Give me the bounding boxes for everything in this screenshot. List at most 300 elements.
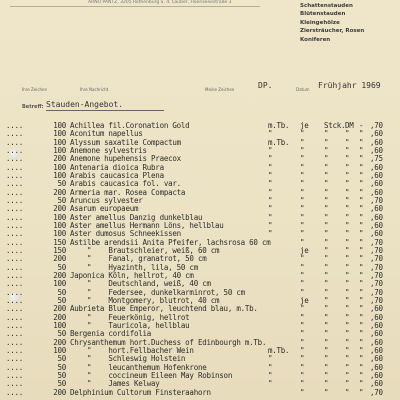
item-c2: " [345, 370, 350, 380]
item-attr2: " [300, 379, 305, 389]
item-name: Asarum europaeum [70, 204, 139, 214]
item-price: ,60 [370, 370, 383, 380]
item-c1: " [324, 187, 329, 197]
item-dots: .... [6, 295, 24, 305]
item-c1: " [324, 229, 329, 239]
service-item: Koniferen [300, 36, 331, 43]
item-qty: 100 [53, 121, 66, 130]
item-name: Delphinium Cultorum Finsteraahorn [70, 387, 211, 397]
item-c2: " [345, 295, 350, 305]
item-name: Anemone hupehensis Praecox [70, 154, 181, 164]
item-attr: " [268, 212, 273, 222]
item-attr: " [268, 362, 273, 372]
item-name: " Tauricola, hellblau [70, 320, 190, 330]
item-dots: .... [6, 254, 24, 264]
item-dots: .... [6, 245, 24, 255]
item-price: ,60 [370, 179, 383, 189]
item-c3: " [359, 337, 364, 347]
item-c2: " [345, 237, 350, 247]
item-qty: 100 [53, 229, 66, 239]
item-c3: " [359, 312, 364, 322]
item-attr: m.Tb. [268, 137, 290, 147]
item-price: ,60 [370, 204, 383, 214]
item-price: ,60 [370, 212, 383, 222]
item-price: ,70 [370, 270, 383, 280]
item-c3: " [359, 220, 364, 230]
item-qty: 50 [57, 354, 66, 364]
item-name: " Federsee, dunkelkarminrot, 50 cm [70, 287, 245, 297]
item-price: ,60 [370, 170, 383, 180]
item-dots: .... [6, 379, 24, 389]
item-attr2: " [300, 387, 305, 397]
item-price: ,70 [370, 295, 383, 305]
item-qty: 200 [53, 312, 66, 322]
item-dots: .... [6, 229, 24, 239]
item-name: Arabis caucasica Plena [70, 170, 164, 180]
service-item: Blütenstauden [300, 11, 346, 18]
item-dots: .... [6, 129, 24, 139]
item-qty: 100 [53, 345, 66, 355]
item-attr: " [268, 145, 273, 155]
item-qty: 200 [53, 254, 66, 264]
item-dots: .... [6, 237, 24, 247]
item-qty: 100 [53, 137, 66, 147]
item-c2: " [345, 212, 350, 222]
item-qty: 100 [53, 170, 66, 180]
sender-rule [10, 6, 260, 7]
item-dots: .... [6, 337, 24, 347]
item-qty: 200 [53, 154, 66, 164]
item-dots: .... [6, 187, 24, 197]
item-c1: " [324, 312, 329, 322]
item-price: ,60 [370, 162, 383, 172]
item-c3: " [359, 137, 364, 147]
item-price: ,60 [370, 145, 383, 155]
item-qty: 50 [57, 179, 66, 189]
item-name: Armeria mar. Rosea Compacta [70, 187, 186, 197]
item-price: ,70 [370, 262, 383, 272]
item-c3: " [359, 279, 364, 289]
item-c2: " [345, 304, 350, 314]
item-dots: .... [6, 287, 24, 297]
item-c3: " [359, 129, 364, 139]
item-price: ,60 [370, 337, 383, 347]
item-qty: 50 [57, 379, 66, 389]
item-c3: " [359, 370, 364, 380]
item-attr: m.Tb. [268, 345, 290, 355]
item-c1: " [324, 204, 329, 214]
item-c1: " [324, 320, 329, 330]
item-c1: " [324, 254, 329, 264]
item-name: Arabis caucasica fol. var. [70, 179, 181, 189]
item-attr: " [268, 179, 273, 189]
item-c2: " [345, 279, 350, 289]
item-c1: " [324, 354, 329, 364]
item-name: Aruncus sylvester [70, 195, 143, 205]
datum-value: Frühjahr 1969 [318, 81, 381, 90]
item-name: " Schleswig Holstein [70, 354, 186, 364]
subject-label: Betreff: [22, 104, 44, 110]
item-dots: .... [6, 170, 24, 180]
item-qty: 50 [57, 370, 66, 380]
item-dots: .... [6, 179, 24, 189]
item-attr: " [268, 187, 273, 197]
item-c1: " [324, 245, 329, 255]
item-dots: .... [6, 145, 24, 155]
item-c2: " [345, 154, 350, 164]
item-price: ,70 [370, 279, 383, 289]
item-price: ,70 [370, 237, 383, 247]
item-c1: " [324, 237, 329, 247]
item-dots: .... [6, 137, 24, 147]
item-attr2: je [300, 245, 309, 255]
item-dots: .... [6, 354, 24, 364]
item-name: Aconitum napellus [70, 129, 143, 139]
item-price: ,60 [370, 379, 383, 389]
item-attr2: " [300, 195, 305, 205]
item-c3: " [359, 345, 364, 355]
item-c2: " [345, 129, 350, 139]
item-dots: .... [6, 362, 24, 372]
item-name: Japonica Köln, hellrot, 40 cm [70, 270, 194, 280]
item-price: ,75 [370, 154, 383, 164]
item-c1: " [324, 195, 329, 205]
item-attr: " [268, 195, 273, 205]
item-c2: " [345, 270, 350, 280]
item-c1: " [324, 379, 329, 389]
item-c2: " [345, 337, 350, 347]
item-dots: .... [6, 370, 24, 380]
item-attr: " [268, 229, 273, 239]
item-price: ,60 [370, 229, 383, 239]
item-c2: " [345, 145, 350, 155]
item-qty: 100 [53, 220, 66, 230]
item-c3: " [359, 354, 364, 364]
item-attr2: " [300, 212, 305, 222]
item-attr: " [268, 354, 273, 364]
item-c1: " [324, 212, 329, 222]
item-attr2: " [300, 204, 305, 214]
item-qty: 50 [57, 295, 66, 305]
item-attr: " [268, 204, 273, 214]
service-item: Kleingehölze [300, 19, 340, 26]
item-c1: " [324, 329, 329, 339]
item-c2: " [345, 245, 350, 255]
item-qty: 50 [57, 262, 66, 272]
item-attr2: " [300, 329, 305, 339]
item-name: " James Kelway [70, 379, 160, 389]
item-dots: .... [6, 220, 24, 230]
item-dots: .... [6, 329, 24, 339]
item-c3: " [359, 262, 364, 272]
item-price: ,60 [370, 329, 383, 339]
meine-zeichen-label: Meine Zeichen [205, 87, 235, 92]
item-attr2: " [300, 154, 305, 164]
item-c2: " [345, 379, 350, 389]
item-c2: " [345, 195, 350, 205]
item-c2: " [345, 137, 350, 147]
item-dots: .... [6, 279, 24, 289]
item-attr2: " [300, 137, 305, 147]
service-item: Schattenstauden [300, 3, 353, 9]
item-attr2: " [300, 129, 305, 139]
item-attr2: " [300, 370, 305, 380]
item-c1: " [324, 154, 329, 164]
offer-list [0, 122, 400, 397]
item-c2: " [345, 220, 350, 230]
subject-value: Stauden-Angebot. [46, 100, 124, 109]
item-attr2: " [300, 354, 305, 364]
subject-underline [46, 110, 164, 111]
item-c2: " [345, 170, 350, 180]
item-name: " Fanal, granatrot, 50 cm [70, 254, 207, 264]
item-attr: " [268, 370, 273, 380]
item-attr2: " [300, 279, 305, 289]
item-c1: " [324, 220, 329, 230]
item-c3: " [359, 204, 364, 214]
item-c3: " [359, 329, 364, 339]
item-c3: " [359, 145, 364, 155]
item-qty: 200 [53, 387, 66, 397]
item-c2: " [345, 387, 350, 397]
item-dots: .... [6, 262, 24, 272]
item-c3: " [359, 162, 364, 172]
item-price: ,60 [370, 304, 383, 314]
item-c1: " [324, 262, 329, 272]
item-name: Aster amellus Hermann Löns, hellblau [70, 220, 224, 230]
item-price: ,60 [370, 345, 383, 355]
item-c3: " [359, 187, 364, 197]
item-name: " Hyazinth, lila, 50 cm [70, 262, 198, 272]
item-c1: " [324, 170, 329, 180]
item-qty: 50 [57, 287, 66, 297]
item-dots: .... [6, 121, 24, 130]
item-price: ,60 [370, 354, 383, 364]
item-dots: .... [6, 162, 24, 172]
item-attr2: " [300, 262, 305, 272]
item-qty: 150 [53, 245, 66, 255]
item-dots: .... [6, 320, 24, 330]
item-price: ,60 [370, 320, 383, 330]
item-c1: Stck. [324, 121, 346, 130]
item-name: " leucanthemum Hofenkrone [70, 362, 207, 372]
item-qty: 100 [53, 162, 66, 172]
item-dots: .... [6, 345, 24, 355]
item-qty: 200 [53, 187, 66, 197]
item-dots: .... [6, 387, 24, 397]
item-c2: " [345, 312, 350, 322]
item-c3: " [359, 295, 364, 305]
item-attr: " [268, 170, 273, 180]
item-attr2: " [300, 187, 305, 197]
item-attr: " [268, 154, 273, 164]
item-name: " Deutschland, weiß, 40 cm [70, 279, 211, 289]
item-price: ,70 [370, 254, 383, 264]
item-c3: " [359, 362, 364, 372]
item-c3: " [359, 170, 364, 180]
item-price: ,70 [370, 387, 383, 397]
item-attr2: " [300, 170, 305, 180]
item-c1: " [324, 370, 329, 380]
item-name: Antenaria dioica Rubra [70, 162, 164, 172]
item-attr: " [268, 220, 273, 230]
item-price: ,70 [370, 287, 383, 297]
item-c1: " [324, 162, 329, 172]
item-name: Aster amellus Danzig dunkelblau [70, 212, 203, 222]
item-dots: .... [6, 304, 24, 314]
item-attr2: " [300, 162, 305, 172]
item-name: Astilbe arendsii Anita Pfeifer, lachsrosa 60 cm [70, 237, 271, 247]
item-attr2: " [300, 287, 305, 297]
item-attr2: " [300, 270, 305, 280]
item-c1: " [324, 362, 329, 372]
item-c3: " [359, 212, 364, 222]
item-dots: .... [6, 312, 24, 322]
datum-label: Datum [296, 87, 310, 92]
item-qty: 50 [57, 195, 66, 205]
item-dots: .... [6, 195, 24, 205]
item-attr2: " [300, 229, 305, 239]
item-attr2: je [300, 121, 309, 130]
item-attr2: " [300, 337, 305, 347]
item-c3: " [359, 245, 364, 255]
item-name: Anemone sylvestris [70, 145, 147, 155]
item-c2: " [345, 362, 350, 372]
item-c3: " [359, 229, 364, 239]
item-c1: " [324, 129, 329, 139]
item-qty: 200 [53, 337, 66, 347]
item-qty: 200 [53, 204, 66, 214]
item-name: " Feuerkönig, hellrot [70, 312, 190, 322]
item-c2: " [345, 320, 350, 330]
item-c2: " [345, 329, 350, 339]
item-dots: .... [6, 204, 24, 214]
item-price: ,60 [370, 362, 383, 372]
item-c2: " [345, 229, 350, 239]
item-name: Achillea fil.Coronation Gold [70, 121, 190, 130]
item-attr2: " [300, 312, 305, 322]
item-qty: 50 [57, 362, 66, 372]
sender-line: ARNO PANTZ, 3205 Rothenburg a. d. Lauber, Hoenseeestraße 3 [88, 0, 232, 5]
item-c1: " [324, 345, 329, 355]
item-attr2: " [300, 145, 305, 155]
item-qty: 50 [57, 329, 66, 339]
item-qty: 150 [53, 237, 66, 247]
item-price: ,70 [370, 195, 383, 205]
item-qty: 100 [53, 145, 66, 155]
item-attr2: " [300, 179, 305, 189]
item-qty: 100 [53, 129, 66, 139]
item-c2: " [345, 254, 350, 264]
item-c1: " [324, 337, 329, 347]
item-c1: " [324, 287, 329, 297]
item-attr2: " [300, 254, 305, 264]
item-attr: m.Tb. [268, 121, 290, 130]
item-attr2: " [300, 345, 305, 355]
item-c2: " [345, 187, 350, 197]
item-dots: .... [6, 270, 24, 280]
item-attr: " [268, 129, 273, 139]
ihre-nachricht-label: Ihre Nachricht [80, 87, 109, 92]
item-c3: " [359, 179, 364, 189]
item-dots: .... [6, 212, 24, 222]
meine-zeichen-value: DP. [258, 81, 273, 90]
item-c3: - [359, 121, 364, 130]
item-attr: " [268, 379, 273, 389]
item-name: " Brautschleier, weiß, 60 cm [70, 245, 220, 255]
item-c1: " [324, 279, 329, 289]
item-qty: 200 [53, 304, 66, 314]
item-c3: " [359, 195, 364, 205]
list-item [0, 389, 400, 397]
item-attr2: je [300, 295, 309, 305]
item-name: Chrysanthemum hort.Duchess of Edinbourgh m.Tb. [70, 337, 267, 347]
reference-row [0, 81, 400, 96]
item-price: ,70 [370, 121, 383, 130]
item-attr2: " [300, 220, 305, 230]
item-attr2: " [300, 320, 305, 330]
item-c2: " [345, 345, 350, 355]
service-item: Ziersträucher, Rosen [300, 28, 365, 35]
item-c1: " [324, 137, 329, 147]
item-price: ,70 [370, 245, 383, 255]
item-c2: " [345, 204, 350, 214]
item-name: Aubrieta Blue Emperor, leuchtend blau, m.Tb. [70, 304, 258, 314]
item-name: Alyssum saxatile Compactum [70, 137, 181, 147]
item-price: ,60 [370, 129, 383, 139]
item-c3: " [359, 287, 364, 297]
item-c1: " [324, 179, 329, 189]
item-c3: " [359, 270, 364, 280]
item-c3: " [359, 320, 364, 330]
item-attr2: " [300, 237, 305, 247]
item-price: ,60 [370, 137, 383, 147]
item-c1: " [324, 270, 329, 280]
item-c1: " [324, 387, 329, 397]
item-qty: 100 [53, 212, 66, 222]
item-c3: " [359, 387, 364, 397]
item-c2: " [345, 354, 350, 364]
item-qty: 100 [53, 320, 66, 330]
ihre-zeichen-label: Ihre Zeichen [22, 87, 48, 92]
item-attr: " [268, 162, 273, 172]
item-c2: " [345, 162, 350, 172]
item-price: ,60 [370, 312, 383, 322]
item-c3: " [359, 304, 364, 314]
item-c3: " [359, 154, 364, 164]
item-price: ,60 [370, 220, 383, 230]
item-c2: " [345, 179, 350, 189]
item-c2: DM [345, 121, 354, 130]
item-qty: 100 [53, 279, 66, 289]
item-attr2: " [300, 304, 305, 314]
item-name: " hort.Fellbacher Wein [70, 345, 194, 355]
item-c3: " [359, 237, 364, 247]
item-c1: " [324, 295, 329, 305]
services-list [300, 2, 364, 44]
item-qty: 200 [53, 270, 66, 280]
item-price: ,60 [370, 187, 383, 197]
item-c1: " [324, 145, 329, 155]
item-c1: " [324, 304, 329, 314]
item-c2: " [345, 287, 350, 297]
item-dots: .... [6, 154, 24, 164]
item-c3: " [359, 254, 364, 264]
item-c2: " [345, 262, 350, 272]
item-name: " coccineum Eileen May Robinson [70, 370, 233, 380]
item-name: Bergenia cordifolia [70, 329, 152, 339]
item-name: " Montgomery, blutrot, 40 cm [70, 295, 220, 305]
